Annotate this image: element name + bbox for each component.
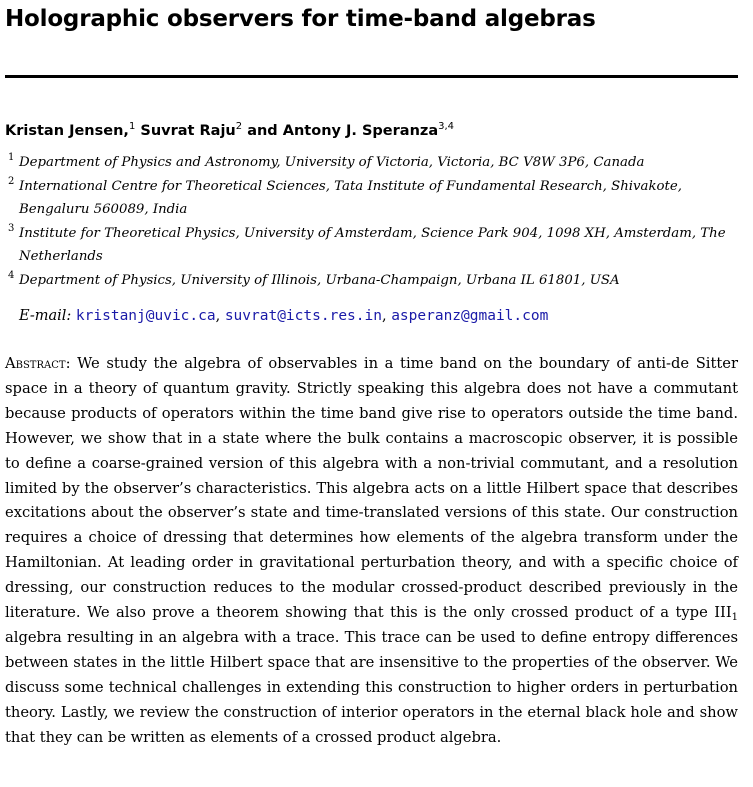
affiliation-item — [5, 175, 745, 222]
email-separator: , — [215, 308, 221, 324]
type-subscript: 1 — [731, 612, 738, 624]
email-label: E-mail: — [19, 308, 72, 324]
author-list — [5, 121, 454, 141]
author-name: Antony J. Speranza — [282, 123, 439, 139]
affiliation-text: Institute for Theoretical Physics, University of Amsterdam, Science Park 904, 1098 XH, Amsterdam, The Netherlands — [19, 225, 726, 264]
affiliation-item — [5, 269, 745, 293]
author-name: Suvrat Raju — [140, 123, 236, 139]
author-connector: and — [247, 123, 278, 139]
abstract-text: algebra resulting in an algebra with a trace. This trace can be used to define entropy differences between states in the little Hilbert space that are insensitive to the properties of the observer. We discuss some technical challenges in extending this construction to higher orders in perturbation theory. Lastly, we review the construction of interior operators in the eternal black hole and show that they can be written as elements of a crossed product algebra. — [5, 628, 738, 746]
affiliation-mark: 4 — [8, 269, 15, 281]
paper-title: Holographic observers for time-band algebras — [5, 6, 596, 32]
abstract-heading: Abstract — [5, 355, 66, 372]
email-link[interactable]: asperanz@gmail.com — [391, 308, 549, 324]
author-affiliation-mark: 3,4 — [438, 121, 455, 132]
email-link[interactable]: kristanj@uvic.ca — [75, 308, 216, 324]
affiliation-item — [5, 151, 745, 175]
affiliation-text: International Centre for Theoretical Sciences, Tata Institute of Fundamental Research, Shivakote, Bengaluru 560089, India — [19, 178, 682, 217]
author-affiliation-mark: 2 — [235, 121, 243, 132]
affiliation-list — [5, 151, 745, 292]
email-line — [19, 304, 548, 328]
abstract-paragraph — [5, 352, 738, 751]
affiliation-text: Department of Physics and Astronomy, University of Victoria, Victoria, BC V8W 3P6, Canada — [19, 155, 645, 170]
email-link[interactable]: suvrat@icts.res.in — [224, 308, 382, 324]
affiliation-item — [5, 222, 745, 269]
affiliation-mark: 3 — [8, 222, 15, 234]
title-rule — [5, 75, 738, 78]
author-name: Kristan Jensen, — [5, 123, 129, 139]
affiliation-mark: 1 — [8, 152, 15, 163]
affiliation-mark: 2 — [8, 175, 15, 187]
affiliation-text: Department of Physics, University of Illinois, Urbana-Champaign, Urbana IL 61801, USA — [19, 272, 620, 288]
author-affiliation-mark: 1 — [128, 121, 136, 132]
abstract-text: : We study the algebra of observables in a time band on the boundary of anti-de Sitter space in a theory of quantum gravity. Strictly speaking this algebra does not have a commutant because products of operators within the time band give rise to operators outside the time band. However, we show that in a state where the bulk contains a macroscopic observer, it is possible to define a coarse-grained version of this algebra with a non-trivial commutant, and a resolution limited by the observer’s characteristics. This algebra acts on a little Hilbert space that describes excitations about the observer’s state and time-translated versions of this state. Our construction requires a choice of dressing that determines how elements of the algebra transform under the Hamiltonian. At leading order in gravitational perturbation theory, and with a specific choice of dressing, our construction reduces to the modular crossed-product described previously in the literature. We also prove a theorem showing that this is the only crossed product of a type III — [5, 355, 738, 622]
email-separator: , — [381, 308, 387, 324]
